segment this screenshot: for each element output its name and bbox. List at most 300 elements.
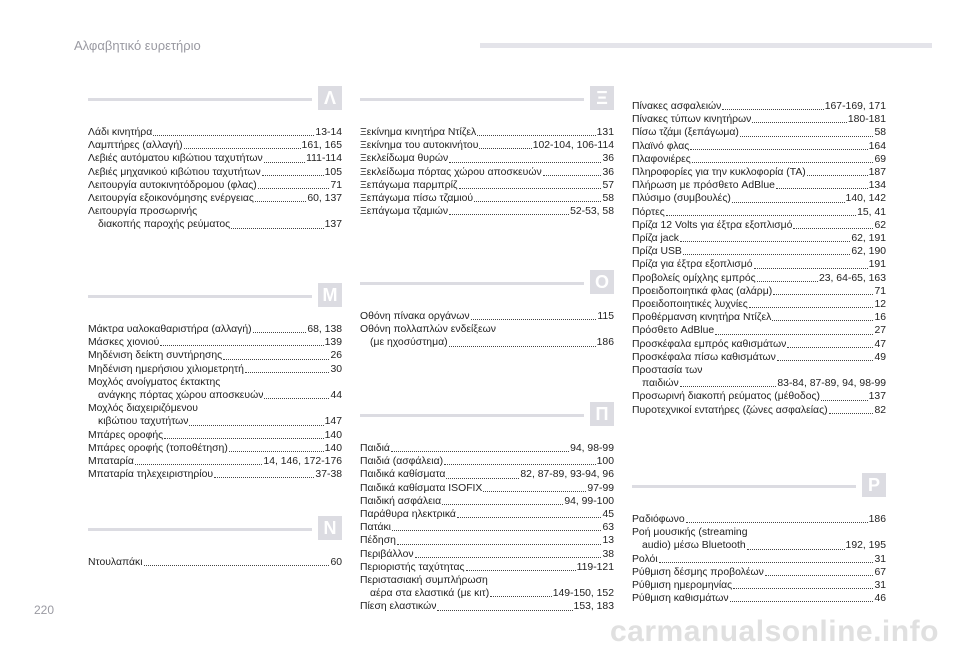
entry-pages: 15, 41: [857, 206, 886, 218]
index-entry: [360, 534, 614, 547]
dot-leader: [392, 530, 601, 531]
divider-bar: [632, 485, 856, 488]
index-entry: [632, 219, 886, 232]
entry-term: Μπαταρία τηλεχειριστηρίου: [88, 469, 214, 481]
entry-pages: 62, 190: [851, 246, 886, 258]
entry-pages: 191: [868, 259, 886, 271]
section-divider: [632, 473, 886, 499]
dot-leader: [787, 347, 873, 348]
dot-leader: [479, 148, 531, 149]
index-entry: [632, 113, 886, 126]
entry-term: Πλύσιμο (συμβουλές): [632, 193, 731, 205]
section-pi: [360, 402, 614, 614]
dot-leader: [821, 400, 868, 401]
dot-leader: [715, 334, 873, 335]
entry-term: Πυροτεχνικοί εντατήρες (ζώνες ασφαλείας): [632, 404, 828, 416]
dot-leader: [474, 201, 601, 202]
dot-leader: [449, 162, 601, 163]
section-omicron: [360, 270, 614, 350]
entry-pages: 82, 87-89, 93-94, 96: [520, 469, 614, 481]
entry-pages: 26: [330, 350, 342, 362]
entry-term: Πίεση ελαστικών: [360, 601, 437, 613]
entry-term: audio) μέσω Bluetooth: [642, 540, 746, 552]
entry-term: αέρα στα ελαστικά (με κιτ): [370, 588, 490, 600]
entry-term: Ξεκίνημα κινητήρα Ντίζελ: [360, 127, 477, 138]
index-entry: [632, 351, 886, 364]
entry-term: Μάσκες χιονιού: [88, 337, 160, 349]
divider-bar: [360, 282, 584, 285]
entry-pages: 164: [868, 140, 886, 152]
entry-pages: 71: [330, 179, 342, 191]
dot-leader: [666, 215, 856, 216]
entry-pages: 52-53, 58: [570, 206, 614, 218]
entry-pages: 12: [874, 299, 886, 311]
dot-leader: [690, 149, 867, 150]
entry-pages: 62, 191: [851, 233, 886, 245]
section-letter: Λ: [318, 86, 342, 110]
dot-leader: [490, 596, 552, 597]
entry-list: [88, 126, 342, 232]
entry-term: Περιβάλλον: [360, 548, 414, 560]
entry-term: Μάκτρα υαλοκαθαριστήρα (αλλαγή): [88, 324, 252, 335]
entry-pages: 111-114: [306, 153, 342, 165]
dot-leader: [189, 425, 323, 426]
entry-pages: 139: [324, 337, 342, 349]
index-entry: [360, 166, 614, 179]
entry-pages: 38: [602, 548, 614, 560]
section-divider: [88, 86, 342, 112]
dot-leader: [680, 386, 777, 387]
entry-pages: 44: [330, 390, 342, 402]
entry-pages: 13: [602, 535, 614, 547]
entry-term: Προσκέφαλα εμπρός καθισμάτων: [632, 338, 787, 350]
index-entry: [360, 179, 614, 192]
divider-bar: [88, 98, 312, 101]
section-lambda: [88, 86, 342, 232]
watermark: carmanualsonline.info: [610, 615, 939, 648]
dot-leader: [740, 136, 874, 137]
index-entry: [632, 166, 886, 179]
dot-leader: [683, 254, 850, 255]
dot-leader: [144, 565, 330, 566]
entry-pages: 140: [324, 442, 342, 454]
entry-pages: 137: [324, 219, 342, 231]
section-xi: [360, 86, 614, 218]
entry-term: Πέδηση: [360, 535, 396, 547]
index-entry: [88, 442, 342, 455]
entry-term: Ρύθμιση καθισμάτων: [632, 593, 729, 605]
index-entry: [632, 126, 886, 139]
section-nu: [88, 516, 342, 569]
index-entry: [632, 324, 886, 337]
dot-leader: [773, 294, 873, 295]
entry-term: Παράθυρα ηλεκτρικά: [360, 509, 456, 521]
page-header-title: Αλφαβητικό ευρετήριο: [74, 38, 201, 53]
entry-term: Μηδένιση ημερήσιου χιλιομετρητή: [88, 363, 244, 375]
entry-pages: 131: [596, 127, 614, 138]
dot-leader: [245, 372, 330, 373]
entry-term: Οθόνη πίνακα οργάνων: [360, 311, 470, 322]
entry-pages: 161, 165: [301, 140, 342, 152]
entry-term: Πίσω τζάμι (ξεπάγωμα): [632, 127, 739, 139]
dot-leader: [659, 562, 874, 563]
entry-pages: 69: [874, 153, 886, 165]
dot-leader: [733, 588, 873, 589]
entry-pages: 180-181: [847, 114, 886, 126]
index-entry: [88, 389, 342, 402]
entry-term: Λεβιές μηχανικού κιβώτιου ταχυτήτων: [88, 166, 261, 178]
entry-term: Ροή μουσικής (streaming: [632, 527, 748, 539]
entry-list: [360, 442, 614, 614]
entry-term: Παιδιά (ασφάλεια): [360, 456, 444, 468]
entry-pages: 105: [324, 166, 342, 178]
index-entry: [88, 415, 342, 428]
index-entry: [632, 390, 886, 403]
entry-pages: 97-99: [587, 482, 614, 494]
divider-bar: [88, 295, 312, 298]
index-entry: [88, 363, 342, 376]
section-letter: Ρ: [862, 473, 886, 497]
dot-leader: [477, 135, 595, 136]
dot-leader: [466, 570, 576, 571]
index-entry: [632, 298, 886, 311]
dot-leader: [391, 451, 569, 452]
entry-pages: 137: [868, 391, 886, 403]
index-entry: [88, 166, 342, 179]
entry-pages: 186: [868, 514, 886, 525]
index-entry: [632, 140, 886, 153]
entry-pages: 30: [330, 363, 342, 375]
index-entry: [360, 310, 614, 323]
dot-leader: [442, 504, 563, 505]
section-divider: [360, 86, 614, 112]
index-entry: [88, 323, 342, 336]
dot-leader: [680, 241, 850, 242]
entry-term: Προθέρμανση κινητήρα Ντίζελ: [632, 312, 772, 324]
entry-list: [360, 310, 614, 350]
index-entry: [632, 364, 886, 377]
entry-pages: 140: [324, 429, 342, 441]
entry-pages: 36: [602, 166, 614, 178]
entry-pages: 31: [874, 580, 886, 592]
entry-pages: 13-14: [315, 127, 342, 138]
index-entry: [632, 377, 886, 390]
index-entry: [360, 600, 614, 613]
section-mu: [88, 283, 342, 481]
entry-term: Λειτουργία προσωρινής: [88, 206, 198, 218]
section-divider: [88, 516, 342, 542]
dot-leader: [757, 281, 818, 282]
entry-pages: 16: [874, 312, 886, 324]
divider-bar: [88, 528, 312, 531]
index-entry: [360, 468, 614, 481]
index-entry: [360, 192, 614, 205]
entry-term: Λειτουργία αυτοκινητόδρομου (φλας): [88, 179, 257, 191]
section-divider: [360, 270, 614, 296]
divider-bar: [360, 414, 584, 417]
entry-term: Πίνακες ασφαλειών: [632, 101, 722, 112]
section-letter: Ξ: [590, 86, 614, 110]
index-entry: [632, 526, 886, 539]
entry-term: Μοχλός διαχειριζόμενου: [88, 403, 198, 415]
entry-pages: 68, 138: [307, 324, 342, 335]
dot-leader: [765, 575, 874, 576]
index-entry: [632, 338, 886, 351]
dot-leader: [752, 122, 847, 123]
dot-leader: [253, 332, 307, 333]
entry-pages: 153, 183: [573, 601, 614, 613]
entry-pages: 49: [874, 351, 886, 363]
dot-leader: [807, 175, 868, 176]
index-entry: [632, 579, 886, 592]
entry-term: (με ηχοσύστημα): [370, 337, 448, 349]
entry-term: Μπάρες οροφής: [88, 429, 164, 441]
dot-leader: [223, 359, 329, 360]
divider-bar: [360, 98, 584, 101]
entry-term: Προειδοποιητικά φλας (αλάρμ): [632, 285, 773, 297]
dot-leader: [471, 319, 597, 320]
entry-term: Προστασία των: [632, 365, 703, 377]
entry-pages: 71: [874, 285, 886, 297]
dot-leader: [722, 109, 823, 110]
index-entry: [88, 556, 342, 569]
dot-leader: [459, 188, 602, 189]
dot-leader: [776, 188, 868, 189]
entry-term: Ξεκλείδωμα πόρτας χώρου αποσκευών: [360, 166, 542, 178]
entry-term: Πλαϊνό φλας: [632, 140, 690, 152]
index-entry: [360, 455, 614, 468]
entry-term: Ντουλαπάκι: [88, 557, 143, 568]
index-entry: [632, 192, 886, 205]
entry-term: Ρολόι: [632, 553, 658, 565]
entry-term: Λάδι κινητήρα: [88, 127, 153, 138]
entry-term: Προσκέφαλα πίσω καθισμάτων: [632, 351, 776, 363]
entry-term: Παιδικά καθίσματα ISOFIX: [360, 482, 483, 494]
index-entry: [360, 152, 614, 165]
dot-leader: [164, 438, 324, 439]
index-entry: [88, 455, 342, 468]
index-entry: [632, 258, 886, 271]
dot-leader: [749, 307, 874, 308]
entry-list: [88, 556, 342, 569]
entry-pages: 82: [874, 404, 886, 416]
index-entry: [632, 404, 886, 417]
dot-leader: [264, 398, 329, 399]
entry-pages: 147: [324, 416, 342, 428]
dot-leader: [160, 345, 323, 346]
entry-pages: 94, 99-100: [564, 495, 614, 507]
entry-pages: 134: [868, 180, 886, 192]
dot-leader: [264, 162, 305, 163]
section-letter: Μ: [318, 283, 342, 307]
section-letter: Ο: [590, 270, 614, 294]
index-entry: [632, 513, 886, 526]
entry-pages: 36: [602, 153, 614, 165]
dot-leader: [214, 477, 314, 478]
entry-term: Λεβιές αυτόματου κιβώτιου ταχυτήτων: [88, 153, 263, 165]
entry-term: παιδιών: [642, 378, 679, 390]
entry-pages: 63: [602, 522, 614, 534]
entry-term: Παιδικά καθίσματα: [360, 469, 446, 481]
dot-leader: [255, 201, 306, 202]
index-entry: [632, 592, 886, 605]
dot-leader: [449, 214, 569, 215]
entry-pages: 102-104, 106-114: [532, 140, 614, 152]
entry-term: Λειτουργία εξοικονόμησης ενέργειας: [88, 193, 254, 205]
entry-pages: 45: [602, 509, 614, 521]
entry-term: Λαμπτήρες (αλλαγή): [88, 140, 183, 152]
dot-leader: [229, 451, 324, 452]
index-entry: [360, 495, 614, 508]
entry-term: Περιοριστής ταχύτητας: [360, 561, 465, 573]
entry-term: Πλαφονιέρες: [632, 153, 691, 165]
entry-term: Προειδοποιητικές λυχνίες: [632, 299, 748, 311]
entry-pages: 37-38: [315, 469, 342, 481]
index-entry: [88, 126, 342, 139]
entry-term: Ραδιόφωνο: [632, 514, 685, 525]
entry-term: Πληροφορίες για την κυκλοφορία (TA): [632, 167, 806, 179]
index-entry: [88, 376, 342, 389]
index-entry: [632, 100, 886, 113]
index-entry: [632, 232, 886, 245]
entry-term: Ξεκίνημα του αυτοκινήτου: [360, 140, 479, 152]
dot-leader: [258, 188, 330, 189]
dot-leader: [686, 522, 868, 523]
index-entry: [632, 539, 886, 552]
entry-pages: 94, 98-99: [570, 443, 614, 454]
entry-term: Ξεκλείδωμα θυρών: [360, 153, 449, 165]
entry-pages: 83-84, 87-89, 94, 98-99: [777, 378, 886, 390]
index-entry: [360, 548, 614, 561]
dot-leader: [730, 601, 874, 602]
index-entry: [88, 179, 342, 192]
index-entry: [632, 153, 886, 166]
section-pi-continued: [632, 100, 886, 417]
entry-pages: 149-150, 152: [552, 588, 614, 600]
entry-term: Πόρτες: [632, 206, 665, 218]
entry-term: Μπάρες οροφής (τοποθέτηση): [88, 442, 228, 454]
entry-term: διακοπής παροχής ρεύματος: [98, 219, 231, 231]
entry-pages: 192, 195: [845, 540, 886, 552]
entry-term: Πρόσθετο AdBlue: [632, 325, 715, 337]
entry-term: Προσωρινή διακοπή ρεύματος (μέθοδος): [632, 391, 820, 403]
dot-leader: [449, 346, 596, 347]
section-divider: [88, 283, 342, 309]
entry-term: Ξεπάγωμα τζαμιών: [360, 206, 449, 218]
index-entry: [360, 323, 614, 336]
index-entry: [360, 442, 614, 455]
entry-term: Παιδική ασφάλεια: [360, 495, 442, 507]
entry-pages: 60, 137: [307, 193, 342, 205]
entry-pages: 140, 142: [845, 193, 886, 205]
index-entry: [88, 152, 342, 165]
dot-leader: [437, 610, 572, 611]
index-entry: [88, 192, 342, 205]
dot-leader: [262, 175, 324, 176]
entry-pages: 23, 64-65, 163: [818, 272, 886, 284]
index-entry: [632, 566, 886, 579]
index-entry: [360, 574, 614, 587]
index-entry: [88, 468, 342, 481]
entry-pages: 27: [874, 325, 886, 337]
index-entry: [88, 139, 342, 152]
dot-leader: [754, 268, 868, 269]
dot-leader: [184, 148, 301, 149]
index-entry: [360, 139, 614, 152]
section-rho: [632, 473, 886, 605]
index-entry: [88, 336, 342, 349]
index-entry: [632, 179, 886, 192]
entry-term: Μηδένιση δείκτη συντήρησης: [88, 350, 223, 362]
entry-pages: 62: [874, 219, 886, 231]
dot-leader: [772, 320, 873, 321]
dot-leader: [444, 464, 596, 465]
entry-list: [360, 126, 614, 218]
index-entry: [360, 521, 614, 534]
index-entry: [360, 205, 614, 218]
dot-leader: [732, 202, 845, 203]
entry-pages: 57: [602, 179, 614, 191]
dot-leader: [457, 517, 602, 518]
entry-term: Μπαταρία: [88, 456, 134, 468]
index-entry: [88, 429, 342, 442]
index-entry: [88, 402, 342, 415]
dot-leader: [793, 228, 873, 229]
dot-leader: [829, 413, 874, 414]
entry-term: Ρύθμιση δέσμης προβολέων: [632, 566, 764, 578]
index-entry: [360, 482, 614, 495]
index-entry: [88, 218, 342, 231]
entry-term: κιβώτιου ταχυτήτων: [98, 416, 189, 428]
entry-pages: 31: [874, 553, 886, 565]
index-entry: [632, 311, 886, 324]
entry-term: Πρίζα jack: [632, 233, 679, 245]
entry-pages: 167-169, 171: [824, 101, 886, 112]
index-entry: [360, 587, 614, 600]
index-entry: [632, 206, 886, 219]
entry-term: Πατάκι: [360, 522, 391, 534]
entry-pages: 187: [868, 167, 886, 179]
entry-pages: 58: [874, 127, 886, 139]
index-entry: [632, 245, 886, 258]
entry-term: Περιστασιακή συμπλήρωση: [360, 575, 488, 587]
entry-term: ανάγκης πόρτας χώρου αποσκευών: [98, 390, 264, 402]
index-entry: [360, 126, 614, 139]
page-number: 220: [34, 603, 55, 617]
index-entry: [632, 272, 886, 285]
section-letter: Ν: [318, 516, 342, 540]
entry-pages: 119-121: [576, 561, 614, 573]
entry-term: Παιδιά: [360, 443, 390, 454]
entry-pages: 67: [874, 566, 886, 578]
index-entry: [88, 349, 342, 362]
dot-leader: [415, 557, 602, 558]
entry-pages: 46: [874, 593, 886, 605]
entry-pages: 100: [596, 456, 614, 468]
dot-leader: [692, 162, 874, 163]
dot-leader: [153, 135, 314, 136]
entry-term: Πλήρωση με πρόσθετο AdBlue: [632, 180, 775, 192]
index-entry: [360, 336, 614, 349]
entry-list: [632, 513, 886, 605]
section-letter: Π: [590, 402, 614, 426]
index-entry: [88, 205, 342, 218]
entry-pages: 115: [597, 311, 614, 322]
dot-leader: [397, 544, 602, 545]
entry-term: Ξεπάγωμα πίσω τζαμιού: [360, 193, 474, 205]
index-entry: [632, 553, 886, 566]
entry-term: Οθόνη πολλαπλών ενδείξεων: [360, 324, 496, 336]
